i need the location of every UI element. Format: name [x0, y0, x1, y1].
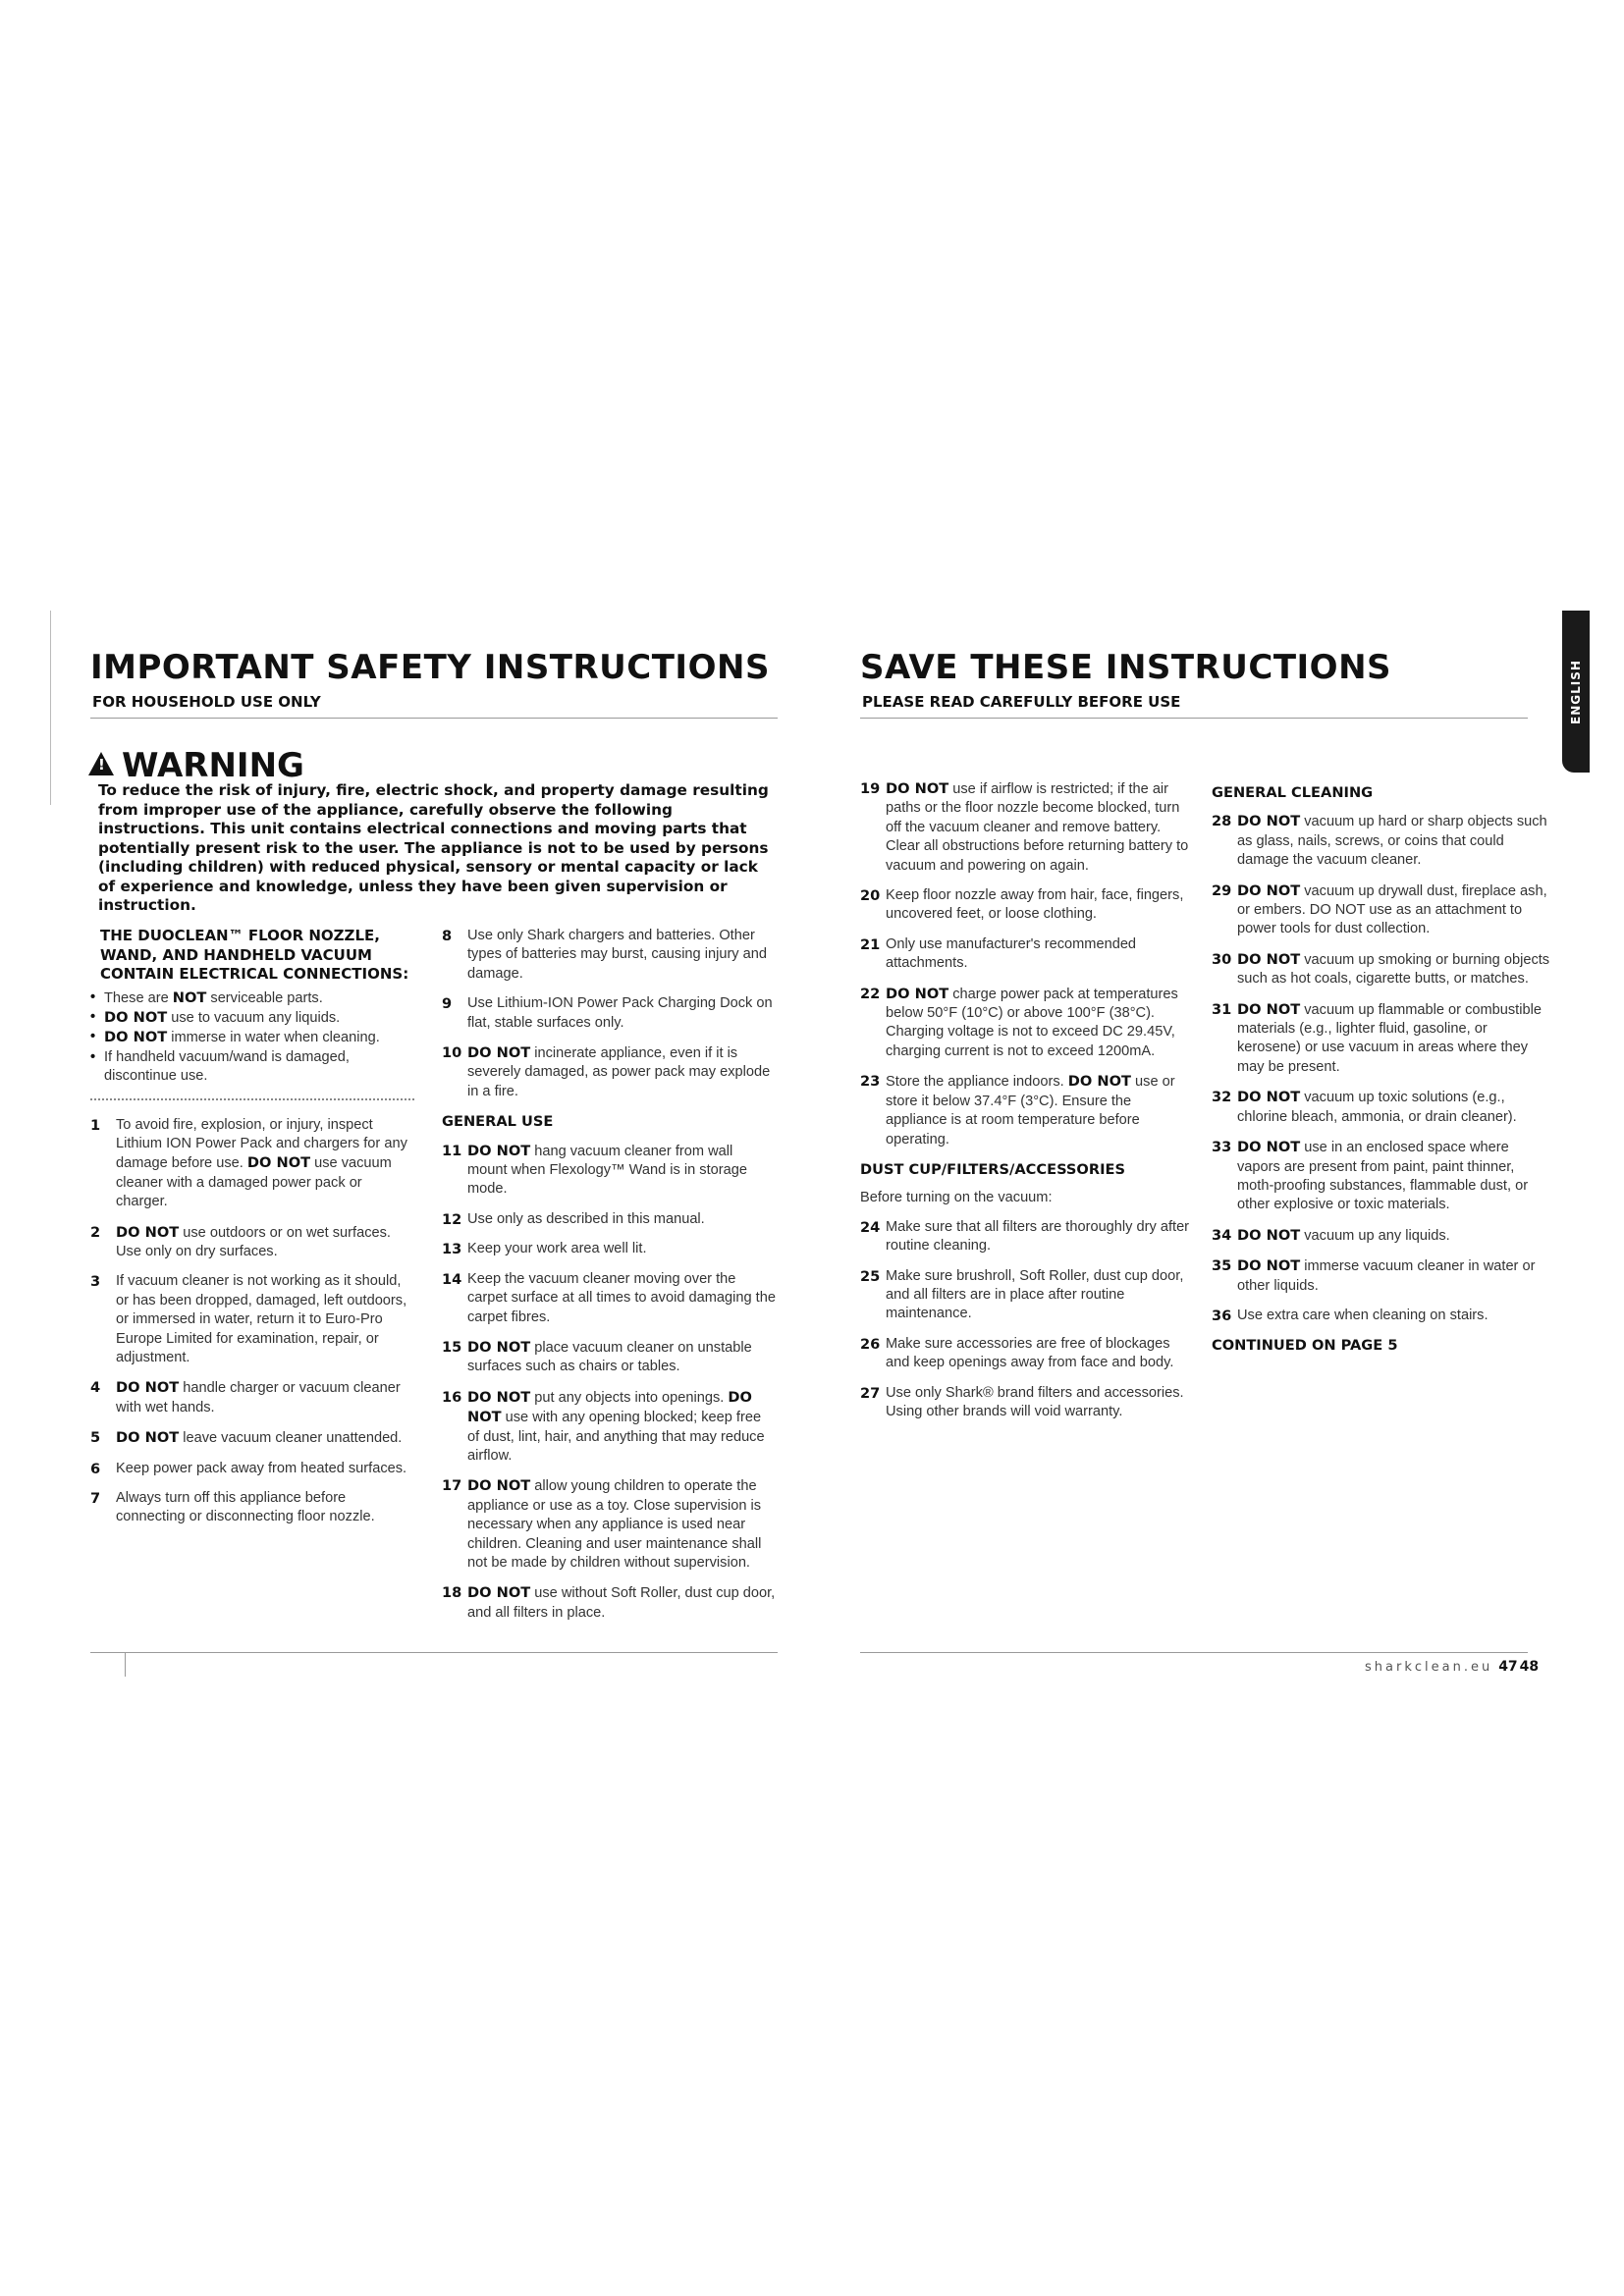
footer-rule-right — [860, 1652, 1528, 1653]
list-item-22: 22 DO NOT charge power pack at temperatures below 50°F (10°C) or above 100°F (38°C). Charging voltage is not to exceed DC 29.45V, charging current is not to exceed 1200mA. — [860, 985, 1178, 1059]
list-item-2: 2 DO NOT use outdoors or on wet surfaces. Use only on dry surfaces. — [90, 1223, 391, 1259]
list-item-8: 8 Use only Shark chargers and batteries. Other types of batteries may burst, causing injury and damage. — [442, 928, 768, 982]
list-item-7: 7 Always turn off this appliance before connecting or disconnecting floor nozzle. — [90, 1490, 375, 1525]
warning-body: To reduce the risk of injury, fire, electric shock, and property damage resulting from improper use of the appliance, carefully observe the following instructions. This unit contains electrical connections and moving parts that potentially present risk to the user. The appliance is not to be used by persons (including children) with reduced physical, sensory or mental capacity or lack of experience and knowledge, unless they have been given supervision or instruction. — [98, 781, 769, 914]
list-item-30: 30 DO NOT vacuum up smoking or burning objects such as hot coals, cigarette butts, or matches. — [1212, 950, 1550, 988]
list-item-28: 28 DO NOT vacuum up hard or sharp objects such as glass, nails, screws, or coins that could damage the vacuum cleaner. — [1212, 813, 1547, 869]
page-subtitle-left: FOR HOUSEHOLD USE ONLY — [92, 693, 321, 711]
list-item-15: 15 DO NOT place vacuum cleaner on unstable surfaces such as chairs or tables. — [442, 1338, 752, 1375]
column-right-a — [860, 779, 1194, 1432]
page-number-48: 48 — [1519, 1659, 1540, 1675]
list-item-26: 26 Make sure accessories are free of blockages and keep openings away from face and body. — [860, 1335, 1174, 1371]
list-item-23: 23 Store the appliance indoors. DO NOT use or store it below 37.4°F (3°C). Ensure the appliance is at room temperature before operating. — [860, 1073, 1175, 1148]
page-number-47: 47 — [1498, 1659, 1518, 1675]
header-rule-right — [860, 718, 1528, 719]
language-tab-label: ENGLISH — [1569, 659, 1583, 724]
warning-triangle-icon — [88, 752, 114, 775]
list-item-24: 24 Make sure that all filters are thoroughly dry after routine cleaning. — [860, 1218, 1190, 1255]
section-general-use: GENERAL USE — [442, 1113, 554, 1131]
column-left-a — [90, 927, 414, 1538]
list-item-4: 4 DO NOT handle charger or vacuum cleaner with wet hands. — [90, 1379, 401, 1415]
footer-url: sharkclean.eu — [1365, 1660, 1493, 1675]
list-item-32: 32 DO NOT vacuum up toxic solutions (e.g., chlorine bleach, ammonia, or drain cleaner). — [1212, 1089, 1517, 1125]
list-item-14: 14 Keep the vacuum cleaner moving over the carpet surface at all times to avoid damaging the carpet fibres. — [442, 1270, 776, 1325]
section-general-cleaning: GENERAL CLEANING — [1212, 784, 1374, 801]
footer-rule-left — [90, 1652, 778, 1653]
bullet-item: • If handheld vacuum/wand is damaged, discontinue use. — [90, 1048, 350, 1085]
left-margin-line — [50, 611, 51, 805]
list-item-33: 33 DO NOT use in an enclosed space where vapors are present from paint, paint thinner, moth-proofing substances, flammable dust, or other explosive or toxic materials. — [1212, 1139, 1529, 1213]
list-item-11: 11 DO NOT hang vacuum cleaner from wall mount when Flexology™ Wand is in storage mode. — [442, 1142, 747, 1198]
header-rule-left — [90, 718, 778, 719]
language-tab — [1562, 611, 1590, 773]
list-item-18: 18 DO NOT use without Soft Roller, dust cup door, and all filters in place. — [442, 1584, 776, 1621]
list-item-9: 9 Use Lithium-ION Power Pack Charging Dock on flat, stable surfaces only. — [442, 995, 773, 1031]
list-item-34: 34 DO NOT vacuum up any liquids. — [1212, 1226, 1450, 1244]
list-item-12: 12 Use only as described in this manual. — [442, 1210, 705, 1228]
column-right-b — [1212, 779, 1550, 1365]
page-title-left: IMPORTANT SAFETY INSTRUCTIONS — [90, 648, 770, 687]
dust-cup-intro: Before turning on the vacuum: — [860, 1190, 1053, 1206]
list-item-5: 5 DO NOT leave vacuum cleaner unattended. — [90, 1429, 403, 1447]
list-item-17: 17 DO NOT allow young children to operate the appliance or use as a toy. Close supervision is necessary when any appliance is used near children. Cleaning and user maintenance shall not be made by children without supervision. — [442, 1477, 762, 1571]
footer — [1365, 1659, 1539, 1675]
list-item-35: 35 DO NOT immerse vacuum cleaner in water or other liquids. — [1212, 1257, 1536, 1294]
warning-title: WARNING — [122, 746, 304, 785]
warning-heading — [88, 746, 304, 785]
list-item-25: 25 Make sure brushroll, Soft Roller, dust cup door, and all filters are in place after routine maintenance. — [860, 1267, 1184, 1322]
dotted-divider — [90, 1098, 414, 1100]
footer-tick-left — [125, 1653, 126, 1677]
duoclean-bullets — [90, 988, 414, 1087]
list-item-36: 36 Use extra care when cleaning on stairs. — [1212, 1307, 1489, 1324]
list-item-6: 6 Keep power pack away from heated surfaces. — [90, 1460, 407, 1477]
bullet-item: • DO NOT use to vacuum any liquids. — [90, 1008, 341, 1026]
duoclean-heading: THE DUOCLEAN™ FLOOR NOZZLE, WAND, AND HANDHELD VACUUM CONTAIN ELECTRICAL CONNECTIONS: — [100, 927, 409, 983]
bullet-item: • These are NOT serviceable parts. — [90, 988, 323, 1006]
list-item-10: 10 DO NOT incinerate appliance, even if it is severely damaged, as power pack may explode in a fire. — [442, 1044, 771, 1099]
list-item-16: 16 DO NOT put any objects into openings. DO NOT use with any opening blocked; keep free of dust, lint, hair, and anything that may reduce airflow. — [442, 1388, 765, 1464]
list-item-20: 20 Keep floor nozzle away from hair, face, fingers, uncovered feet, or loose clothing. — [860, 887, 1184, 923]
continued-note: CONTINUED ON PAGE 5 — [1212, 1337, 1398, 1355]
list-item-3: 3 If vacuum cleaner is not working as it should, or has been dropped, damaged, left outdoors, or immersed in water, return it to Euro-Pro Europe Limited for examination, repair, or adjustment. — [90, 1273, 407, 1365]
list-item-31: 31 DO NOT vacuum up flammable or combustible materials (e.g., lighter fluid, gasoline, or kerosene) or use vacuum in areas where they may be present. — [1212, 1000, 1542, 1075]
page-title-right: SAVE THESE INSTRUCTIONS — [860, 648, 1392, 687]
list-item-13: 13 Keep your work area well lit. — [442, 1241, 647, 1258]
list-item-19: 19 DO NOT use if airflow is restricted; if the air paths or the floor nozzle become blocked, turn off the vacuum cleaner and remove battery. Clear all obstructions before returning battery to vacuum and powering on again. — [860, 780, 1189, 874]
list-item-21: 21 Only use manufacturer's recommended attachments. — [860, 935, 1137, 972]
list-item-27: 27 Use only Shark® brand filters and accessories. Using other brands will void warranty. — [860, 1384, 1184, 1419]
column-left-b — [442, 927, 776, 1633]
list-item-1: 1 To avoid fire, explosion, or injury, inspect Lithium ION Power Pack and chargers for any damage before use. DO NOT use vacuum cleaner with a damaged power pack or charger. — [90, 1116, 407, 1210]
section-dust-cup: DUST CUP/FILTERS/ACCESSORIES — [860, 1160, 1125, 1178]
list-item-29: 29 DO NOT vacuum up drywall dust, fireplace ash, or embers. DO NOT use as an attachment to power tools for dust collection. — [1212, 881, 1547, 937]
bullet-item: • DO NOT immerse in water when cleaning. — [90, 1029, 380, 1046]
page-subtitle-right: PLEASE READ CAREFULLY BEFORE USE — [862, 693, 1181, 711]
